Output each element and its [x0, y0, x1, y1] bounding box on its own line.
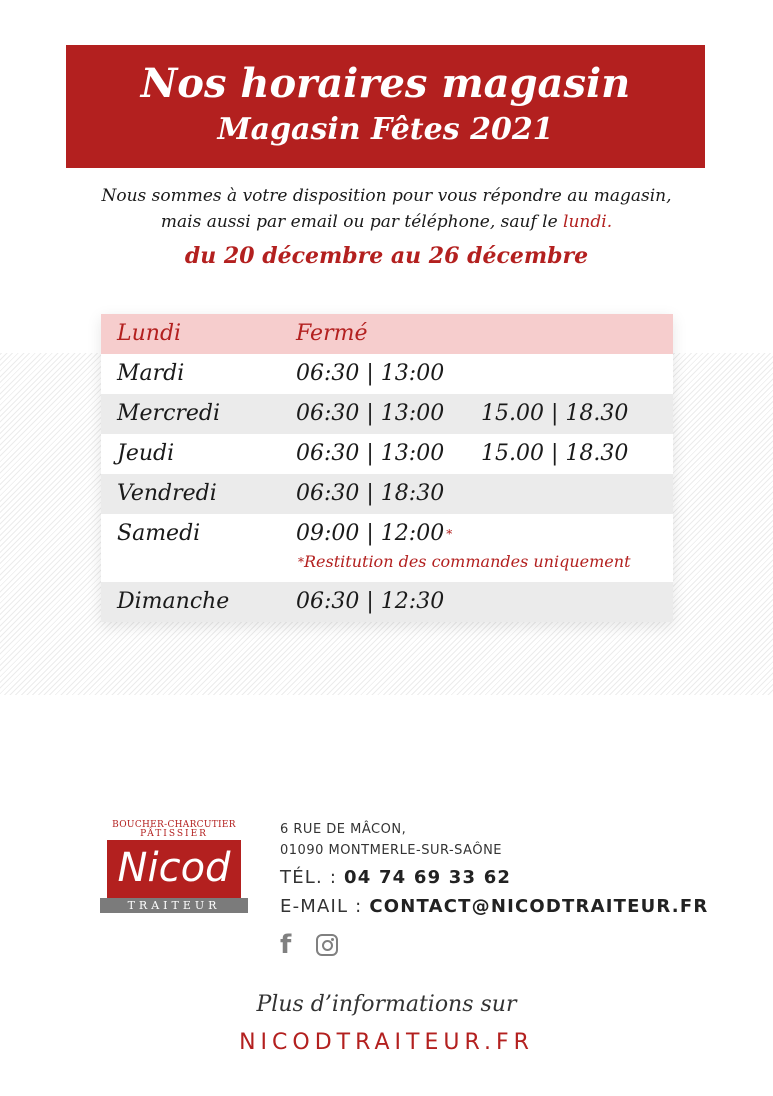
footnote-text: [296, 551, 631, 573]
hours-morning: Fermé: [296, 321, 368, 346]
more-info-text: Plus d’informations sur: [256, 992, 517, 1017]
email-label: E-MAIL :: [280, 896, 370, 917]
email-line: [280, 894, 708, 920]
hours-afternoon: 15.00 | 18.30: [481, 401, 629, 426]
day-label: Lundi: [117, 321, 182, 346]
intro-line-2: [0, 209, 773, 235]
schedule-table: [101, 314, 673, 622]
website-link[interactable]: NICODTRAITEUR.FR: [239, 1030, 534, 1055]
hours-morning: 06:30 | 13:00: [296, 361, 445, 386]
instagram-lens: [322, 940, 333, 951]
schedule-row-jeudi: [101, 434, 673, 474]
day-label: Dimanche: [117, 589, 230, 614]
hours-afternoon: 15.00 | 18.30: [481, 441, 629, 466]
day-label: Vendredi: [117, 481, 217, 506]
logo-tagline-1: BOUCHER-CHARCUTIER: [112, 820, 236, 830]
day-label: Jeudi: [117, 441, 175, 466]
hours-morning: 06:30 | 12:30: [296, 589, 445, 614]
page-title: Nos horaires magasin: [140, 60, 631, 107]
instagram-dot: [331, 938, 334, 941]
phone-line: [280, 865, 511, 891]
day-label: Mercredi: [117, 401, 221, 426]
day-label: Samedi: [117, 521, 201, 546]
intro-line-1: Nous sommes à votre disposition pour vous répondre au magasin,: [101, 186, 672, 206]
day-label: Mardi: [117, 361, 185, 386]
schedule-row-lundi: [101, 314, 673, 354]
hours-morning: 06:30 | 18:30: [296, 481, 445, 506]
intro-line-2-text: mais aussi par email ou par téléphone, sauf le: [160, 212, 564, 232]
intro-highlight-day: lundi.: [563, 212, 613, 232]
hours-value: 09:00 | 12:00: [296, 521, 445, 546]
phone-label: TÉL. :: [280, 867, 345, 888]
address-line-2: 01090 MONTMERLE-SUR-SAÔNE: [280, 843, 503, 858]
hours-morning: 06:30 | 13:00: [296, 441, 445, 466]
logo-traiteur-bar: TRAITEUR: [100, 898, 248, 913]
instagram-icon[interactable]: [316, 934, 338, 956]
schedule-row-dimanche: [101, 582, 673, 622]
nicod-logo: [100, 818, 248, 918]
date-range: du 20 décembre au 26 décembre: [184, 243, 589, 269]
address-line-1: 6 RUE DE MÂCON,: [280, 822, 407, 837]
logo-tagline-2: PÂTISSIER: [140, 829, 208, 839]
logo-name: Nicod: [117, 845, 231, 891]
footnote-label: Restitution des commandes uniquement: [304, 552, 631, 571]
schedule-row-vendredi: [101, 474, 673, 514]
logo-box: [107, 840, 241, 898]
footnote-marker: *: [446, 527, 453, 541]
schedule-row-mercredi: [101, 394, 673, 434]
title-banner: [66, 45, 705, 168]
facebook-icon[interactable]: f: [280, 930, 292, 960]
page-subtitle: Magasin Fêtes 2021: [217, 112, 554, 147]
hours-morning: [296, 520, 452, 548]
email-address[interactable]: CONTACT@NICODTRAITEUR.FR: [369, 896, 709, 917]
phone-number[interactable]: 04 74 69 33 62: [344, 867, 512, 888]
schedule-row-mardi: [101, 354, 673, 394]
footnote-marker: *: [298, 555, 304, 569]
schedule-row-samedi: [101, 514, 673, 582]
hours-morning: 06:30 | 13:00: [296, 401, 445, 426]
